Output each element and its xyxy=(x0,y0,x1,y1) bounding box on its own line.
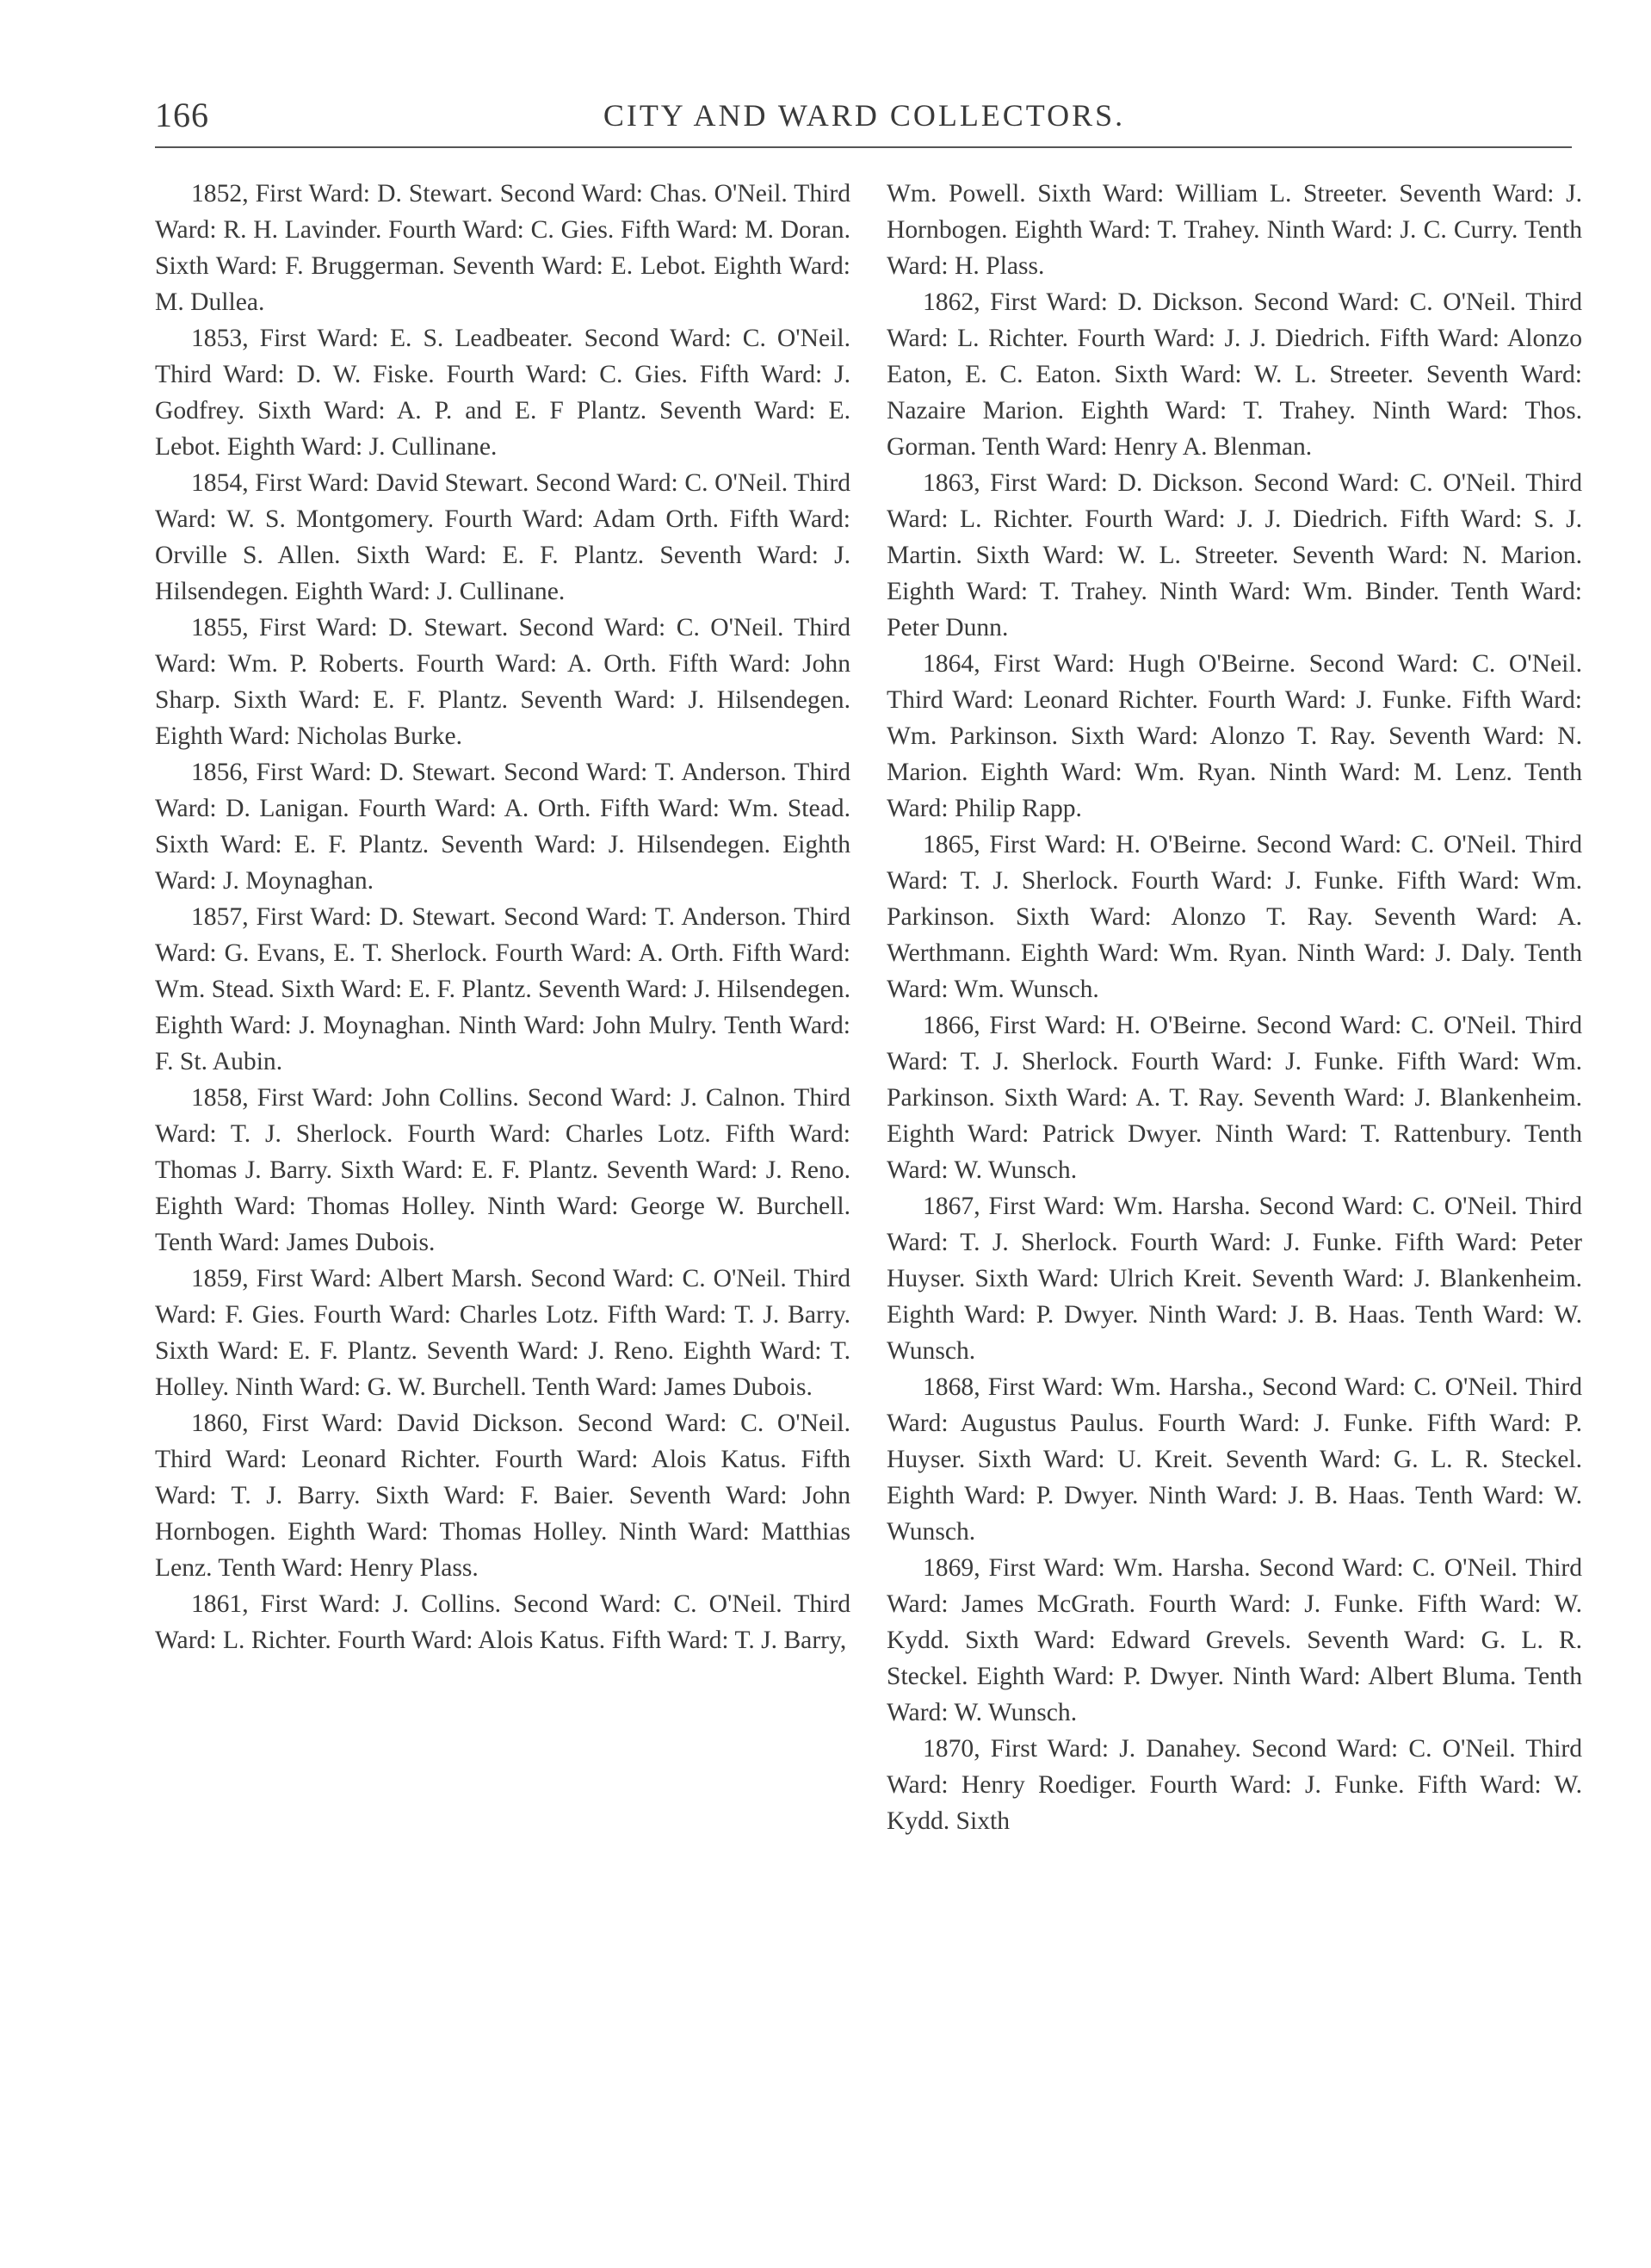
header-rule xyxy=(155,146,1572,148)
entry-1870: 1870, First Ward: J. Danahey. Second Ward: C. O'Neil. Third Ward: Henry Roediger. Fourth Ward: J. Funke. Fifth Ward: W. Kydd. Sixth xyxy=(887,1735,1582,1835)
entry-1857: 1857, First Ward: D. Stewart. Second Ward: T. Anderson. Third Ward: G. Evans, E. T. Sherlock. Fourth Ward: A. Orth. Fifth Ward: Wm. Stead. Sixth Ward: E. F. Plantz. Seventh Ward: J. Hilsendegen. Eighth Ward: J. Moynaghan. Ninth Ward: John Mulry. Tenth Ward: F. St. Aubin. xyxy=(155,903,850,1075)
entry-1859: 1859, First Ward: Albert Marsh. Second Ward: C. O'Neil. Third Ward: F. Gies. Fourth Ward: Charles Lotz. Fifth Ward: T. J. Barry. Sixth Ward: E. F. Plantz. Seventh Ward: J. Reno. Eighth Ward: T. Holley. Ninth Ward: G. W. Burchell. Tenth Ward: James Dubois. xyxy=(155,1265,850,1401)
entry-1861: 1861, First Ward: J. Collins. Second Ward: C. O'Neil. Third Ward: L. Richter. Fourth Ward: Alois Katus. Fifth Ward: T. J. Barry, xyxy=(155,1590,850,1654)
entry-1856: 1856, First Ward: D. Stewart. Second Ward: T. Anderson. Third Ward: D. Lanigan. Fourth Ward: A. Orth. Fifth Ward: Wm. Stead. Sixth Ward: E. F. Plantz. Seventh Ward: J. Hilsendegen. Eighth Ward: J. Moynaghan. xyxy=(155,759,850,895)
entry-1860: 1860, First Ward: David Dickson. Second Ward: C. O'Neil. Third Ward: Leonard Richter. Fourth Ward: Alois Katus. Fifth Ward: T. J. Barry. Sixth Ward: F. Baier. Seventh Ward: John Hornbogen. Eighth Ward: Thomas Holley. Ninth Ward: Matthias Lenz. Tenth Ward: Henry Plass. xyxy=(155,1410,850,1582)
entry-1863: 1863, First Ward: D. Dickson. Second Ward: C. O'Neil. Third Ward: L. Richter. Fourth Ward: J. J. Diedrich. Fifth Ward: S. J. Martin. Sixth Ward: W. L. Streeter. Seventh Ward: N. Marion. Eighth Ward: T. Trahey. Ninth Ward: Wm. Binder. Tenth Ward: Peter Dunn. xyxy=(887,469,1582,641)
running-head-title: CITY AND WARD COLLECTORS. xyxy=(603,98,1126,133)
left-column xyxy=(155,176,850,1658)
entry-1862: 1862, First Ward: D. Dickson. Second Ward: C. O'Neil. Third Ward: L. Richter. Fourth Ward: J. J. Diedrich. Fifth Ward: Alonzo Eaton, E. C. Eaton. Sixth Ward: W. L. Streeter. Seventh Ward: Nazaire Marion. Eighth Ward: T. Trahey. Ninth Ward: Thos. Gorman. Tenth Ward: Henry A. Blenman. xyxy=(887,288,1582,461)
entry-1864: 1864, First Ward: Hugh O'Beirne. Second Ward: C. O'Neil. Third Ward: Leonard Richter. Fourth Ward: J. Funke. Fifth Ward: Wm. Parkinson. Sixth Ward: Alonzo T. Ray. Seventh Ward: N. Marion. Eighth Ward: Wm. Ryan. Ninth Ward: M. Lenz. Tenth Ward: Philip Rapp. xyxy=(887,650,1582,822)
entry-1854: 1854, First Ward: David Stewart. Second Ward: C. O'Neil. Third Ward: W. S. Montgomery. Fourth Ward: Adam Orth. Fifth Ward: Orville S. Allen. Sixth Ward: E. F. Plantz. Seventh Ward: J. Hilsendegen. Eighth Ward: J. Cullinane. xyxy=(155,469,850,605)
entry-1855: 1855, First Ward: D. Stewart. Second Ward: C. O'Neil. Third Ward: Wm. P. Roberts. Fourth Ward: A. Orth. Fifth Ward: John Sharp. Sixth Ward: E. F. Plantz. Seventh Ward: J. Hilsendegen. Eighth Ward: Nicholas Burke. xyxy=(155,614,850,750)
entry-1869: 1869, First Ward: Wm. Harsha. Second Ward: C. O'Neil. Third Ward: James McGrath. Fourth Ward: J. Funke. Fifth Ward: W. Kydd. Sixth Ward: Edward Grevels. Seventh Ward: G. L. R. Steckel. Eighth Ward: P. Dwyer. Ninth Ward: Albert Bluma. Tenth Ward: W. Wunsch. xyxy=(887,1554,1582,1726)
entry-1852: 1852, First Ward: D. Stewart. Second Ward: Chas. O'Neil. Third Ward: R. H. Lavinder. Fourth Ward: C. Gies. Fifth Ward: M. Doran. Sixth Ward: F. Bruggerman. Seventh Ward: E. Lebot. Eighth Ward: M. Dullea. xyxy=(155,180,850,316)
entry-1866: 1866, First Ward: H. O'Beirne. Second Ward: C. O'Neil. Third Ward: T. J. Sherlock. Fourth Ward: J. Funke. Fifth Ward: Wm. Parkinson. Sixth Ward: A. T. Ray. Seventh Ward: J. Blankenheim. Eighth Ward: Patrick Dwyer. Ninth Ward: T. Rattenbury. Tenth Ward: W. Wunsch. xyxy=(887,1012,1582,1184)
entry-1853: 1853, First Ward: E. S. Leadbeater. Second Ward: C. O'Neil. Third Ward: D. W. Fiske. Fourth Ward: C. Gies. Fifth Ward: J. Godfrey. Sixth Ward: A. P. and E. F Plantz. Seventh Ward: E. Lebot. Eighth Ward: J. Cullinane. xyxy=(155,325,850,461)
page-number: 166 xyxy=(155,96,209,134)
entry-1867: 1867, First Ward: Wm. Harsha. Second Ward: C. O'Neil. Third Ward: T. J. Sherlock. Fourth Ward: J. Funke. Fifth Ward: Peter Huyser. Sixth Ward: Ulrich Kreit. Seventh Ward: J. Blankenheim. Eighth Ward: P. Dwyer. Ninth Ward: J. B. Haas. Tenth Ward: W. Wunsch. xyxy=(887,1193,1582,1365)
entry-1868: 1868, First Ward: Wm. Harsha., Second Ward: C. O'Neil. Third Ward: Augustus Paulus. Fourth Ward: J. Funke. Fifth Ward: P. Huyser. Sixth Ward: U. Kreit. Seventh Ward: G. L. R. Steckel. Eighth Ward: P. Dwyer. Ninth Ward: J. B. Haas. Tenth Ward: W. Wunsch. xyxy=(887,1373,1582,1546)
entry-1861-continued: Wm. Powell. Sixth Ward: William L. Streeter. Seventh Ward: J. Hornbogen. Eighth Ward: T. Trahey. Ninth Ward: J. C. Curry. Tenth Ward: H. Plass. xyxy=(887,180,1582,280)
page-header xyxy=(155,93,1574,145)
entry-1865: 1865, First Ward: H. O'Beirne. Second Ward: C. O'Neil. Third Ward: T. J. Sherlock. Fourth Ward: J. Funke. Fifth Ward: Wm. Parkinson. Sixth Ward: Alonzo T. Ray. Seventh Ward: A. Werthmann. Eighth Ward: Wm. Ryan. Ninth Ward: J. Daly. Tenth Ward: Wm. Wunsch. xyxy=(887,831,1582,1003)
entry-1858: 1858, First Ward: John Collins. Second Ward: J. Calnon. Third Ward: T. J. Sherlock. Fourth Ward: Charles Lotz. Fifth Ward: Thomas J. Barry. Sixth Ward: E. F. Plantz. Seventh Ward: J. Reno. Eighth Ward: Thomas Holley. Ninth Ward: George W. Burchell. Tenth Ward: James Dubois. xyxy=(155,1084,850,1256)
right-column xyxy=(887,176,1582,1839)
